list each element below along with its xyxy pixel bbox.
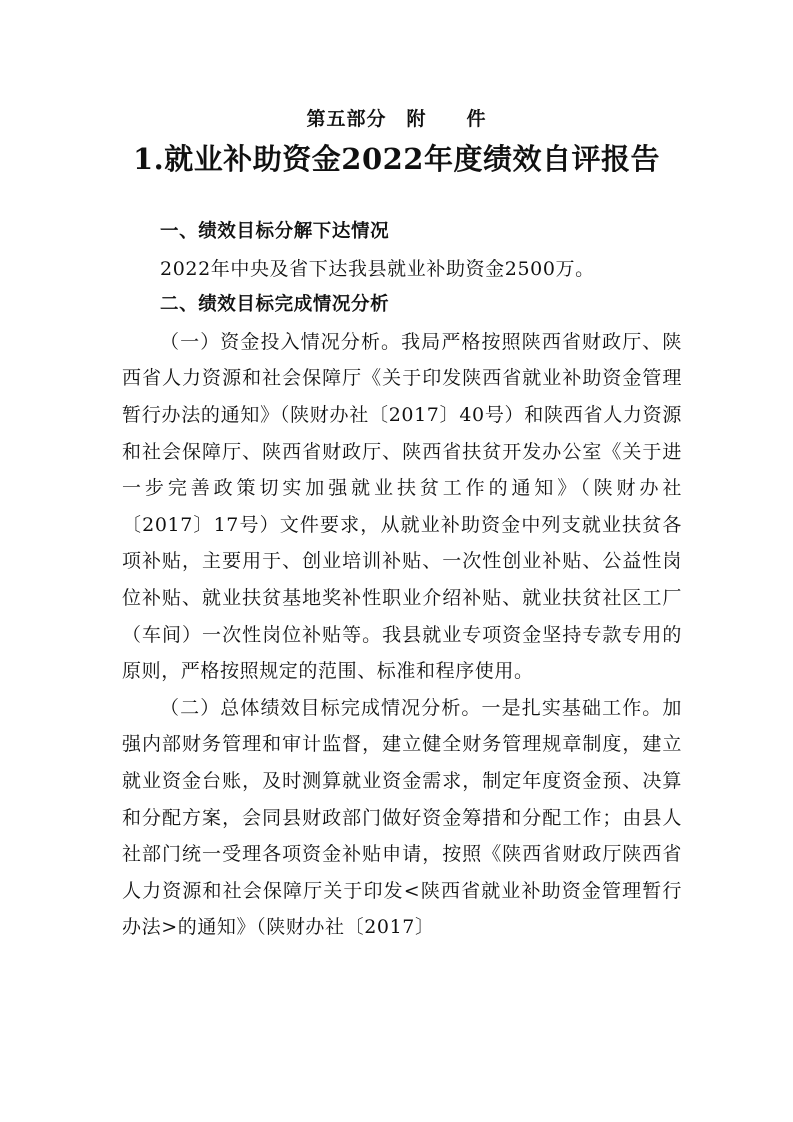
- section-heading-2: 二、绩效目标完成情况分析: [160, 294, 390, 316]
- paragraph-overall-goal-analysis: （二）总体绩效目标完成情况分析。一是扎实基础工作。加强内部财务管理和审计监督，建立健全财务管理规章制度，建立就业资金台账，及时测算就业资金需求，制定年度资金预、决算和分配方案，会同县财政部门做好资金筹措和分配工作；由县人社部门统一受理各项资金补贴申请，按照《陕西省财政厅陕西省人力资源和社会保障厅关于印发<陕西省就业补助资金管理暂行办法>的通知》（陕财办社〔2017〕: [122, 696, 682, 939]
- section-heading-1: 一、绩效目标分解下达情况: [160, 221, 390, 242]
- document-body: [122, 214, 682, 946]
- document-title: 1.就业补助资金2022年度绩效自评报告: [133, 142, 660, 176]
- paragraph-fund-input-analysis: （一）资金投入情况分析。我局严格按照陕西省财政厅、陕西省人力资源和社会保障厅《关于印发陕西省就业补助资金管理暂行办法的通知》（陕财办社〔2017〕40号）和陕西省人力资源和社会保障厅、陕西省财政厅、陕西省扶贫开发办公室《关于进一步完善政策切实加强就业扶贫工作的通知》（陕财办社〔2017〕17号）文件要求，从就业补助资金中列支就业扶贫各项补贴，主要用于、创业培训补贴、一次性创业补贴、公益性岗位补贴、就业扶贫基地奖补性职业介绍补贴、就业扶贫社区工厂（车间）一次性岗位补贴等。我县就业专项资金坚持专款专用的原则，严格按照规定的范围、标准和程序使用。: [122, 330, 682, 683]
- part-title: 第五部分 附 件: [306, 108, 487, 130]
- paragraph-allocation: 2022年中央及省下达我县就业补助资金2500万。: [160, 257, 595, 280]
